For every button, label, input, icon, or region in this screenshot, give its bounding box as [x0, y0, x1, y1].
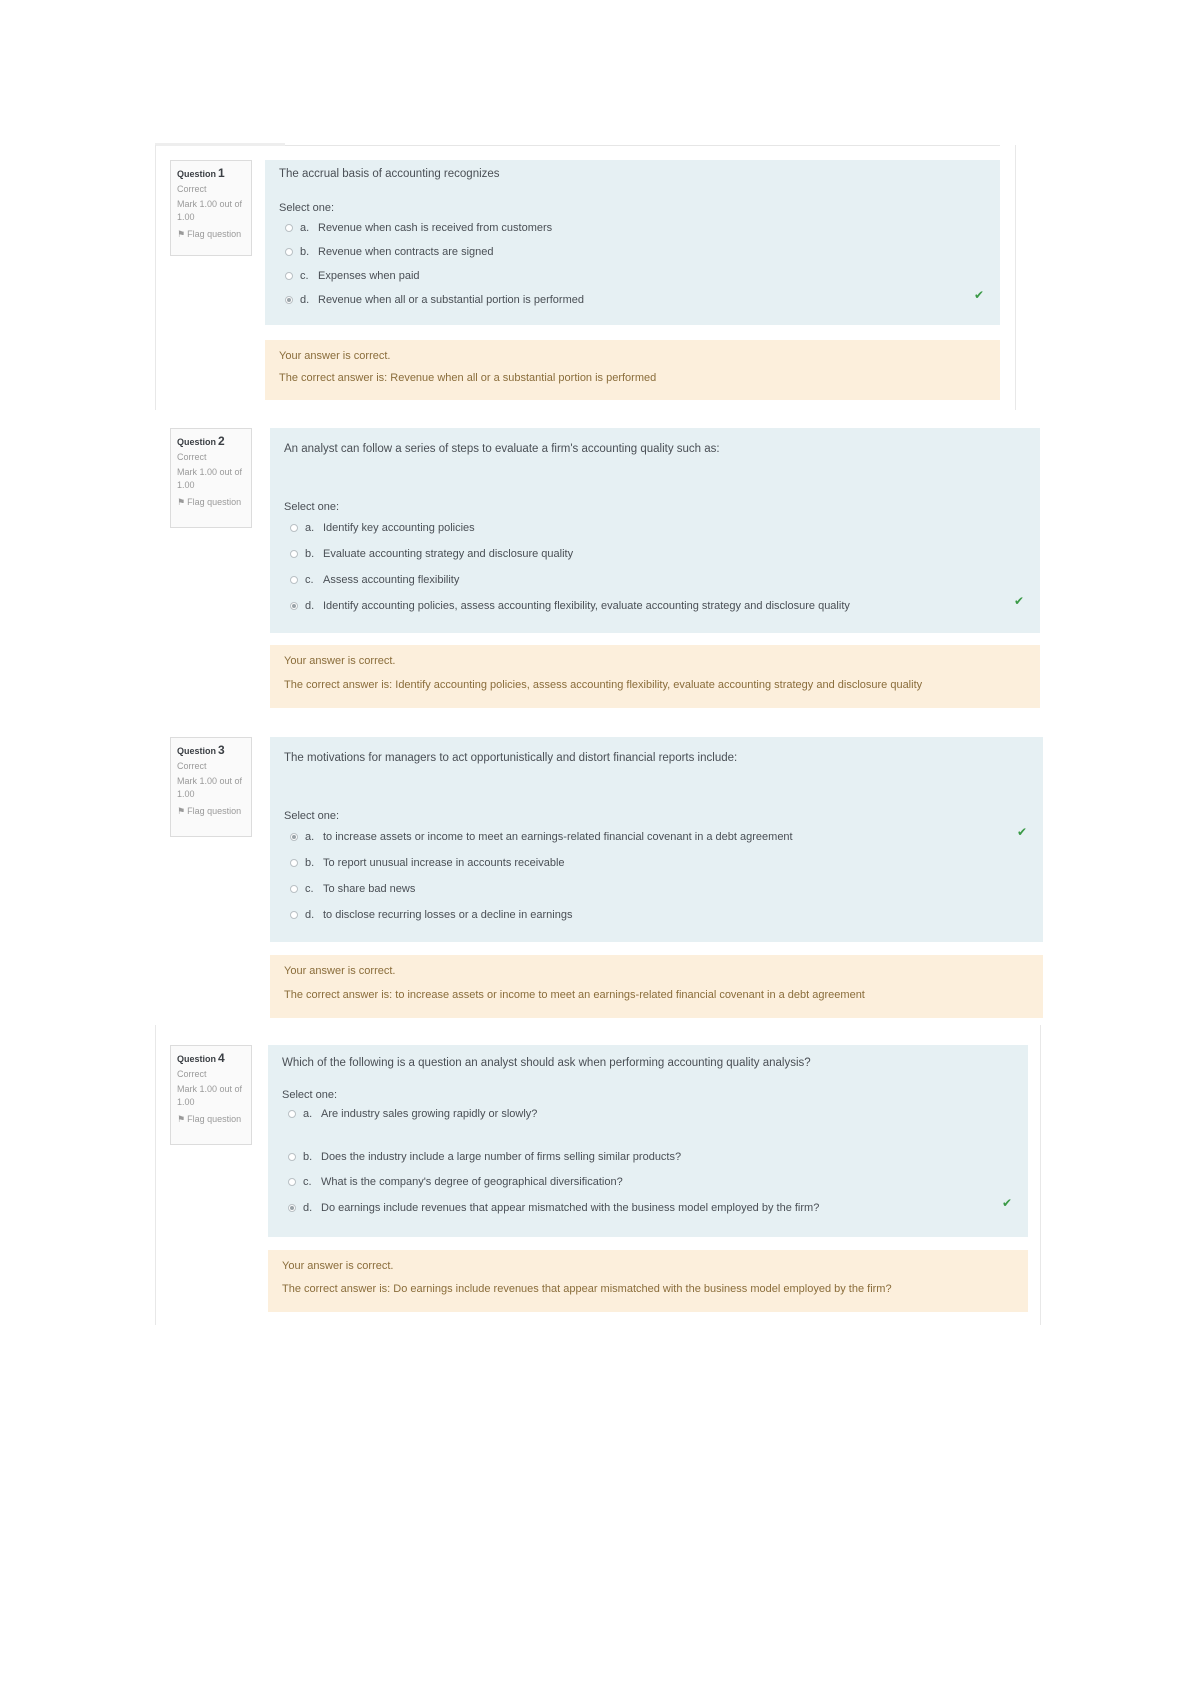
feedback-status: Your answer is correct.	[282, 1260, 394, 1272]
page-left-border	[155, 145, 156, 410]
answer-option-a[interactable]	[285, 220, 986, 236]
answer-option-c[interactable]	[285, 268, 986, 284]
option-text: Identify key accounting policies	[323, 522, 475, 534]
option-text: To share bad news	[323, 883, 416, 895]
question-label: Question	[177, 1054, 217, 1064]
question-formulation	[268, 1045, 1028, 1237]
radio-icon[interactable]	[288, 1204, 296, 1212]
feedback-box	[268, 1250, 1028, 1312]
flag-icon: ⚑	[177, 1114, 186, 1124]
select-one-prompt: Select one:	[282, 1089, 338, 1101]
option-text: Revenue when all or a substantial portion is performed	[318, 294, 584, 306]
question-text: An analyst can follow a series of steps to evaluate a firm's accounting quality such as:	[284, 443, 720, 455]
radio-icon[interactable]	[290, 911, 298, 919]
option-text: Identify accounting policies, assess accounting flexibility, evaluate accounting strategy and disclosure quality	[323, 600, 850, 612]
answer-option-d[interactable]	[288, 1200, 1014, 1216]
page-right-border-lower	[1040, 1025, 1041, 1325]
question-number: 4	[218, 1051, 225, 1065]
answer-option-b[interactable]	[285, 244, 986, 260]
option-letter: d.	[303, 1202, 313, 1214]
feedback-correct-answer: The correct answer is: Do earnings include revenues that appear mismatched with the business model employed by the firm?	[282, 1283, 892, 1295]
radio-icon[interactable]	[288, 1178, 296, 1186]
option-letter: d.	[305, 600, 315, 612]
select-one-prompt: Select one:	[279, 202, 335, 214]
page-left-border-lower	[155, 1025, 156, 1325]
option-letter: c.	[305, 574, 314, 586]
radio-icon[interactable]	[285, 248, 293, 256]
answer-option-d[interactable]	[290, 907, 1029, 923]
question-text: The motivations for managers to act opportunistically and distort financial reports include:	[284, 752, 738, 764]
question-number: 2	[218, 434, 225, 448]
option-text: to disclose recurring losses or a decline in earnings	[323, 909, 573, 921]
page-top-divider	[155, 145, 1000, 146]
option-letter: a.	[305, 831, 315, 843]
radio-icon[interactable]	[290, 524, 298, 532]
question-info	[170, 737, 252, 837]
flag-question-label: Flag question	[187, 229, 242, 239]
radio-icon[interactable]	[290, 859, 298, 867]
answer-option-c[interactable]	[288, 1174, 1014, 1190]
answer-option-b[interactable]	[290, 855, 1029, 871]
option-text: Revenue when cash is received from customers	[318, 222, 553, 234]
flag-icon: ⚑	[177, 806, 186, 816]
option-text: What is the company's degree of geographical diversification?	[321, 1176, 623, 1188]
option-letter: c.	[300, 270, 309, 282]
answer-option-a[interactable]	[290, 829, 1029, 845]
option-letter: a.	[300, 222, 310, 234]
answer-option-c[interactable]	[290, 881, 1029, 897]
flag-question-label: Flag question	[187, 806, 242, 816]
feedback-box	[265, 340, 1000, 400]
check-icon: ✔	[1016, 825, 1027, 839]
question-state: Correct	[177, 452, 207, 462]
question-info	[170, 1045, 252, 1145]
question-formulation	[270, 737, 1043, 942]
feedback-correct-answer: The correct answer is: to increase assets or income to meet an earnings-related financial covenant in a debt agreement	[284, 989, 865, 1001]
option-letter: b.	[303, 1151, 313, 1163]
check-icon: ✔	[973, 288, 984, 302]
answer-option-a[interactable]	[288, 1106, 1014, 1122]
radio-icon[interactable]	[290, 833, 298, 841]
question-text: Which of the following is a question an analyst should ask when performing accounting quality analysis?	[282, 1057, 811, 1069]
flag-question-link[interactable]	[177, 228, 246, 241]
feedback-box	[270, 955, 1043, 1018]
question-number: 3	[218, 743, 225, 757]
feedback-status: Your answer is correct.	[284, 655, 396, 667]
flag-question-link[interactable]	[177, 1113, 246, 1126]
radio-icon[interactable]	[290, 885, 298, 893]
select-one-prompt: Select one:	[284, 501, 340, 513]
answer-option-b[interactable]	[290, 546, 1026, 562]
option-text: Expenses when paid	[318, 270, 420, 282]
question-label: Question	[177, 437, 217, 447]
option-letter: b.	[305, 857, 315, 869]
radio-icon[interactable]	[288, 1153, 296, 1161]
option-letter: d.	[300, 294, 310, 306]
question-label: Question	[177, 746, 217, 756]
option-text: to increase assets or income to meet an earnings-related financial covenant in a debt agreement	[323, 831, 793, 843]
answer-option-d[interactable]	[285, 292, 986, 308]
radio-icon[interactable]	[285, 272, 293, 280]
question-mark: Mark 1.00 out of 1.00	[177, 776, 243, 799]
flag-question-link[interactable]	[177, 496, 246, 509]
page-top-stub	[155, 143, 285, 146]
option-letter: a.	[303, 1108, 313, 1120]
question-state: Correct	[177, 1069, 207, 1079]
radio-icon[interactable]	[290, 576, 298, 584]
radio-icon[interactable]	[285, 296, 293, 304]
option-text: Do earnings include revenues that appear mismatched with the business model employed by the firm?	[321, 1202, 820, 1214]
option-letter: d.	[305, 909, 315, 921]
answer-option-c[interactable]	[290, 572, 1026, 588]
feedback-status: Your answer is correct.	[284, 965, 396, 977]
question-mark: Mark 1.00 out of 1.00	[177, 199, 243, 222]
option-letter: b.	[305, 548, 315, 560]
option-letter: c.	[303, 1176, 312, 1188]
select-one-prompt: Select one:	[284, 810, 340, 822]
flag-question-label: Flag question	[187, 497, 242, 507]
option-letter: c.	[305, 883, 314, 895]
question-formulation	[270, 428, 1040, 633]
flag-question-label: Flag question	[187, 1114, 242, 1124]
option-text: Are industry sales growing rapidly or slowly?	[321, 1108, 538, 1120]
option-letter: a.	[305, 522, 315, 534]
flag-icon: ⚑	[177, 497, 186, 507]
question-mark: Mark 1.00 out of 1.00	[177, 467, 243, 490]
option-text: Revenue when contracts are signed	[318, 246, 494, 258]
feedback-correct-answer: The correct answer is: Identify accounting policies, assess accounting flexibility, evaluate accounting strategy and disclosure quality	[284, 679, 923, 691]
question-formulation	[265, 160, 1000, 325]
flag-question-link[interactable]	[177, 805, 246, 818]
question-label: Question	[177, 169, 217, 179]
question-text: The accrual basis of accounting recognizes	[279, 168, 500, 180]
feedback-box	[270, 645, 1040, 708]
answer-option-b[interactable]	[288, 1149, 1014, 1165]
question-number: 1	[218, 166, 225, 180]
answer-option-a[interactable]	[290, 520, 1026, 536]
radio-icon[interactable]	[290, 550, 298, 558]
answer-option-d[interactable]	[290, 598, 1026, 614]
question-info	[170, 160, 252, 256]
question-state: Correct	[177, 184, 207, 194]
check-icon: ✔	[1001, 1196, 1012, 1210]
radio-icon[interactable]	[290, 602, 298, 610]
page-right-border	[1015, 145, 1016, 410]
option-letter: b.	[300, 246, 310, 258]
feedback-status: Your answer is correct.	[279, 350, 391, 362]
radio-icon[interactable]	[288, 1110, 296, 1118]
option-text: Does the industry include a large number of firms selling similar products?	[321, 1151, 682, 1163]
option-text: To report unusual increase in accounts receivable	[323, 857, 565, 869]
flag-icon: ⚑	[177, 229, 186, 239]
check-icon: ✔	[1013, 594, 1024, 608]
option-text: Evaluate accounting strategy and disclosure quality	[323, 548, 574, 560]
feedback-correct-answer: The correct answer is: Revenue when all or a substantial portion is performed	[279, 372, 657, 384]
option-text: Assess accounting flexibility	[323, 574, 460, 586]
question-info	[170, 428, 252, 528]
question-state: Correct	[177, 761, 207, 771]
radio-icon[interactable]	[285, 224, 293, 232]
question-mark: Mark 1.00 out of 1.00	[177, 1084, 243, 1107]
